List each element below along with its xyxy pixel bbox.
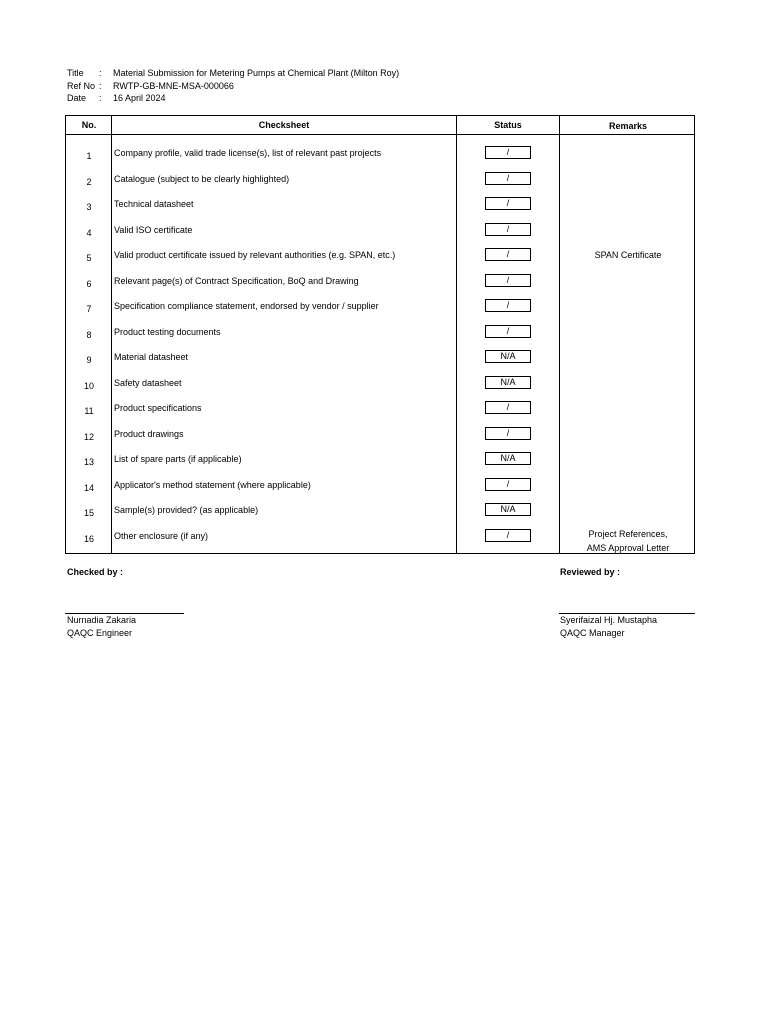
checksheet-item: Product drawings — [114, 428, 184, 439]
reviewed-by-name: Syerifaizal Hj. Mustapha — [560, 615, 658, 625]
checksheet-item: Sample(s) provided? (as applicable) — [114, 505, 259, 515]
reviewed-by-title: QAQC Manager — [560, 628, 625, 638]
table-row — [66, 148, 696, 164]
column-header-no: No. — [81, 120, 97, 130]
status-box: / — [485, 248, 531, 261]
checksheet-item: List of spare parts (if applicable) — [114, 454, 242, 464]
status-box: / — [485, 197, 531, 210]
row-number: 13 — [83, 457, 94, 467]
row-number: 10 — [83, 380, 94, 391]
title-label: Title — [67, 68, 84, 78]
title-value: Material Submission for Metering Pumps at Chemical Plant (Milton Roy) — [113, 68, 400, 78]
table-row — [66, 378, 696, 394]
remark-row-5: SPAN Certificate — [594, 250, 662, 260]
table-row — [66, 454, 696, 470]
status-box: / — [485, 427, 531, 440]
row-number: 7 — [86, 304, 92, 314]
status-box: / — [485, 401, 531, 414]
checksheet-item: Other enclosure (if any) — [114, 530, 209, 541]
ref-value: RWTP-GB-MNE-MSA-000066 — [113, 80, 234, 91]
checked-by-title: QAQC Engineer — [67, 628, 133, 638]
title-colon: : — [99, 68, 102, 78]
table-row — [66, 301, 696, 317]
table-row — [66, 429, 696, 445]
column-header-status: Status — [494, 120, 522, 130]
remark-row-16-line-1: Project References, — [588, 529, 668, 539]
column-header-remarks: Remarks — [608, 121, 648, 131]
row-number: 9 — [86, 355, 92, 365]
checksheet-item: Relevant page(s) of Contract Specification, BoQ and Drawing — [114, 275, 359, 286]
table-row — [66, 505, 696, 521]
date-value: 16 April 2024 — [113, 93, 166, 103]
table-row — [66, 327, 696, 343]
checksheet-item: Applicator's method statement (where applicable) — [114, 479, 311, 490]
date-row — [67, 92, 399, 105]
row-number: 6 — [86, 278, 92, 289]
checksheet-item: Material datasheet — [114, 352, 189, 362]
checked-by-name: Nurnadia Zakaria — [67, 615, 137, 625]
status-box: / — [485, 274, 531, 287]
checked-by-label — [67, 566, 123, 578]
title-row — [67, 67, 399, 80]
checksheet-item: Technical datasheet — [114, 199, 194, 209]
row-number: 14 — [83, 482, 94, 493]
row-number: 12 — [83, 431, 94, 442]
status-box: N/A — [485, 452, 531, 465]
table-row — [66, 403, 696, 419]
row-number: 5 — [86, 253, 92, 263]
table-row — [66, 225, 696, 241]
row-number: 1 — [86, 151, 92, 161]
reviewed-by-label — [560, 566, 620, 578]
row-number: 11 — [84, 406, 94, 416]
table-row — [66, 174, 696, 190]
status-box: / — [485, 172, 531, 185]
remark-row-16-line-2: AMS Approval Letter — [586, 543, 670, 553]
ref-row — [67, 80, 399, 93]
reviewed-by-text: Reviewed by : — [560, 567, 621, 577]
ref-colon: : — [99, 80, 102, 91]
row-number: 2 — [86, 176, 92, 187]
table-row — [66, 199, 696, 215]
checksheet-item: Product specifications — [114, 403, 202, 413]
status-box: / — [485, 325, 531, 338]
row-number: 8 — [86, 329, 92, 340]
document-header — [67, 67, 399, 105]
checksheet-item: Safety datasheet — [114, 377, 182, 388]
table-row — [66, 480, 696, 496]
status-box: / — [485, 299, 531, 312]
status-box: N/A — [485, 350, 531, 363]
row-number: 3 — [86, 202, 92, 212]
checksheet-item: Valid product certificate issued by relevant authorities (e.g. SPAN, etc.) — [114, 250, 396, 260]
status-box: / — [485, 478, 531, 491]
status-box: N/A — [485, 376, 531, 389]
table-row — [66, 276, 696, 292]
ref-label: Ref No — [67, 80, 96, 91]
row-number: 16 — [83, 533, 94, 544]
date-label: Date — [67, 93, 87, 103]
checksheet-item: Valid ISO certificate — [114, 224, 193, 235]
date-colon: : — [99, 93, 102, 103]
row-number: 15 — [83, 508, 94, 518]
checksheet-item: Product testing documents — [114, 326, 221, 337]
status-box: / — [485, 529, 531, 542]
checksheet-table — [65, 115, 695, 554]
checked-by-text: Checked by : — [67, 567, 124, 577]
row-number: 4 — [86, 227, 92, 238]
table-row — [66, 352, 696, 368]
checksheet-item: Catalogue (subject to be clearly highlighted) — [114, 173, 290, 184]
checksheet-item: Company profile, valid trade license(s), list of relevant past projects — [114, 148, 382, 158]
checksheet-item: Specification compliance statement, endorsed by vendor / supplier — [114, 301, 379, 311]
status-box: N/A — [485, 503, 531, 516]
column-header-checksheet: Checksheet — [258, 120, 310, 130]
status-box: / — [485, 223, 531, 236]
status-box: / — [485, 146, 531, 159]
